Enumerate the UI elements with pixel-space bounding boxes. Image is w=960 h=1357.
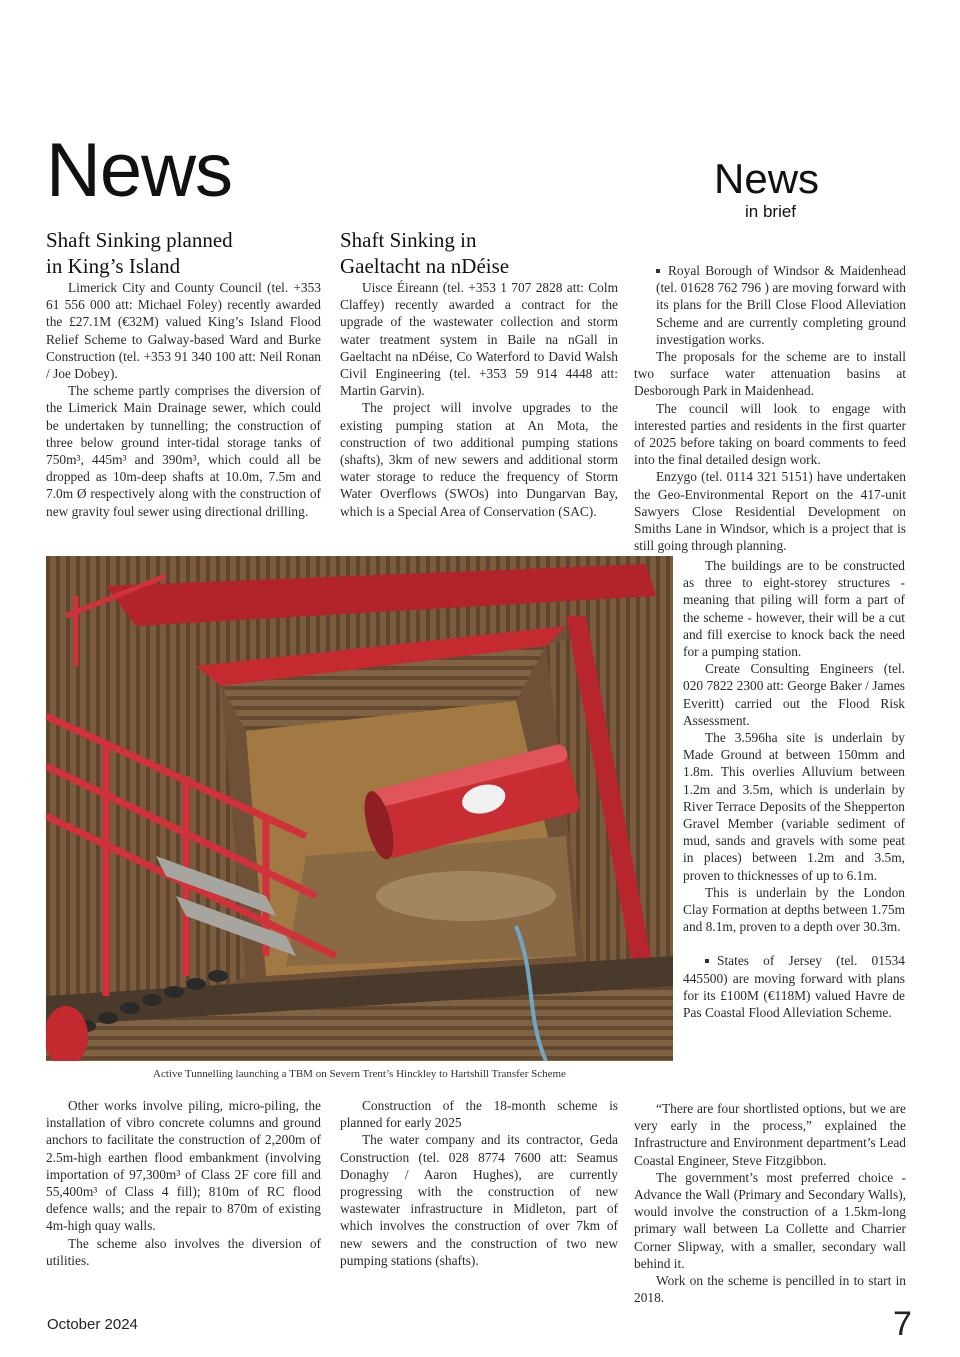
news-in-brief-title: News bbox=[714, 155, 820, 202]
photo-caption: Active Tunnelling launching a TBM on Severn Trent’s Hinckley to Hartshill Transfer Scheme bbox=[153, 1068, 566, 1080]
article1-bottom-body bbox=[46, 1097, 321, 1269]
body-paragraph: Other works involve piling, micro-piling, the installation of vibro concrete columns and ground anchors to facilitate the construction of 2,200m of 2.5m-high earthen flood embankment (involving importation of 97,300m³ of Class 2F core fill and 55,400m³ of Class 4 fill); 810m of RC flood defence walls; and the repair to 870m of existing 4m-high quay walls. bbox=[46, 1098, 321, 1234]
brief-column-upper bbox=[634, 262, 906, 554]
body-paragraph: Create Consulting Engineers (tel. 020 7822 2300 att: George Baker / James Everitt) carried out the Flood Risk Assessment. bbox=[683, 661, 905, 728]
body-paragraph: Enzygo (tel. 0114 321 5151) have undertaken the Geo-Environmental Report on the 417-unit Sawyers Close Residential Development on Smiths Lane in Windsor, which is a project that is still going through planning. bbox=[634, 469, 906, 554]
article1-headline bbox=[46, 227, 326, 279]
footer-date: October 2024 bbox=[47, 1316, 138, 1333]
body-paragraph: The buildings are to be constructed as three to eight-storey structures - meaning that piling will form a part of the scheme - however, their will be a cut and fill exercise to knock back the need for a pumping station. bbox=[683, 558, 905, 660]
article1-headline-line: in King’s Island bbox=[46, 254, 181, 278]
body-paragraph: Limerick City and County Council (tel. +353 61 556 000 att: Michael Foley) recently awarded the £27.1M (€32M) valued King’s Island Flood Relief Scheme to Galway-based Ward and Burke Construction (tel. +353 91 340 100 att: Neil Ronan / Joe Dobey). bbox=[46, 280, 321, 382]
article1-headline-line: Shaft Sinking planned bbox=[46, 228, 233, 252]
body-paragraph: The project will involve upgrades to the existing pumping station at An Mota, the construction of two additional pumping stations (shafts), 3km of new sewers and additional storm water storage to reduce the frequency of Storm Water Overflows (SWOs) into Dungarvan Bay, which is a Special Area of Conservation (SAC). bbox=[340, 400, 618, 519]
brief-column-lower bbox=[634, 1100, 906, 1306]
body-paragraph: The 3.596ha site is underlain by Made Ground at between 150mm and 1.8m. This overlies Alluvium between 1.2m and 3.5m, which is underlain by River Terrace Deposits of the Shepperton Gravel Member (variable sediment of mud, sands and gravels with some peat in places) between 1.2m and 3.5m, proven to thicknesses of up to 6.1m. bbox=[683, 730, 905, 883]
body-paragraph: “There are four shortlisted options, but we are very early in the process,” explained the Infrastructure and Environment department’s Lead Coastal Engineer, Steve Fitzgibbon. bbox=[634, 1101, 906, 1168]
article2-top-body bbox=[340, 279, 618, 520]
bullet-icon bbox=[705, 959, 709, 963]
news-in-brief-subtitle: in brief bbox=[745, 202, 797, 221]
body-paragraph: Construction of the 18-month scheme is planned for early 2025 bbox=[340, 1098, 618, 1131]
article2-headline bbox=[340, 227, 620, 279]
brief-item1-lead bbox=[634, 262, 906, 348]
body-paragraph: The water company and its contractor, Geda Construction (tel. 028 8774 7600 att: Seamus Donaghy / Aaron Hughes), are currently progressing with the construction of new wastewater infrastructure in Midleton, part of which involves the construction of over 7km of new sewers and the construction of two new pumping stations (shafts). bbox=[340, 1132, 618, 1268]
body-paragraph: Uisce Éireann (tel. +353 1 707 2828 att: Colm Claffey) recently awarded a contract for the upgrade of the wastewater collection and storm water treatment system in Baile na nGall in Gaeltacht na nDéise, Co Waterford to David Walsh Civil Engineering (tel. +353 59 914 4448 att: Martin Garvin). bbox=[340, 280, 618, 399]
article2-headline-line: Shaft Sinking in bbox=[340, 228, 477, 252]
body-paragraph: The council will look to engage with interested parties and residents in the first quarter of 2025 before taking on board comments to feed into the final detailed design work. bbox=[634, 400, 906, 468]
body-paragraph: This is underlain by the London Clay Formation at depths between 1.75m and 8.1m, proven to a depth over 30.3m. bbox=[683, 884, 905, 935]
body-paragraph: The scheme partly comprises the diversion of the Limerick Main Drainage sewer, which could be undertaken by tunnelling; the construction of three below ground inter-tidal storage tanks of 750m³, 445m³ and 390m³, which could all be dropped as 10m-deep shafts at 10.0m, 7.5m and 7.0m Ø respectively along with the construction of new gravity foul sewer using directional drilling. bbox=[46, 383, 321, 519]
body-paragraph: The government’s most preferred choice - Advance the Wall (Primary and Secondary Walls), would involve the construction of a 1.5km-long primary wall between La Collette and Charrier Corner Slipway, with a smaller, secondary wall behind it. bbox=[634, 1169, 906, 1271]
tbm-shaft-photo bbox=[46, 556, 673, 1061]
article2-bottom-body bbox=[340, 1097, 618, 1269]
article1-top-body bbox=[46, 279, 321, 520]
page-masthead: News bbox=[46, 128, 233, 213]
brief-item2-lead bbox=[683, 952, 905, 1021]
brief-item1-lead-text: Royal Borough of Windsor & Maidenhead (tel. 01628 762 796 ) are moving forward with its plans for the Brill Close Flood Alleviation Scheme and are currently completing ground investigation works. bbox=[656, 263, 906, 347]
bullet-icon bbox=[656, 269, 660, 273]
brief-column-inset bbox=[683, 557, 905, 1021]
body-paragraph: Work on the scheme is pencilled in to start in 2018. bbox=[634, 1273, 906, 1306]
body-paragraph: The proposals for the scheme are to install two surface water attenuation basins at Desborough Park in Maidenhead. bbox=[634, 349, 906, 399]
brief-item2-lead-text: States of Jersey (tel. 01534 445500) are moving forward with plans for its £100M (€118M) valued Havre de Pas Coastal Flood Alleviation Scheme. bbox=[683, 953, 905, 1021]
article2-headline-line: Gaeltacht na nDéise bbox=[340, 254, 510, 278]
page-number: 7 bbox=[893, 1305, 912, 1343]
body-paragraph: The scheme also involves the diversion of utilities. bbox=[46, 1235, 321, 1268]
